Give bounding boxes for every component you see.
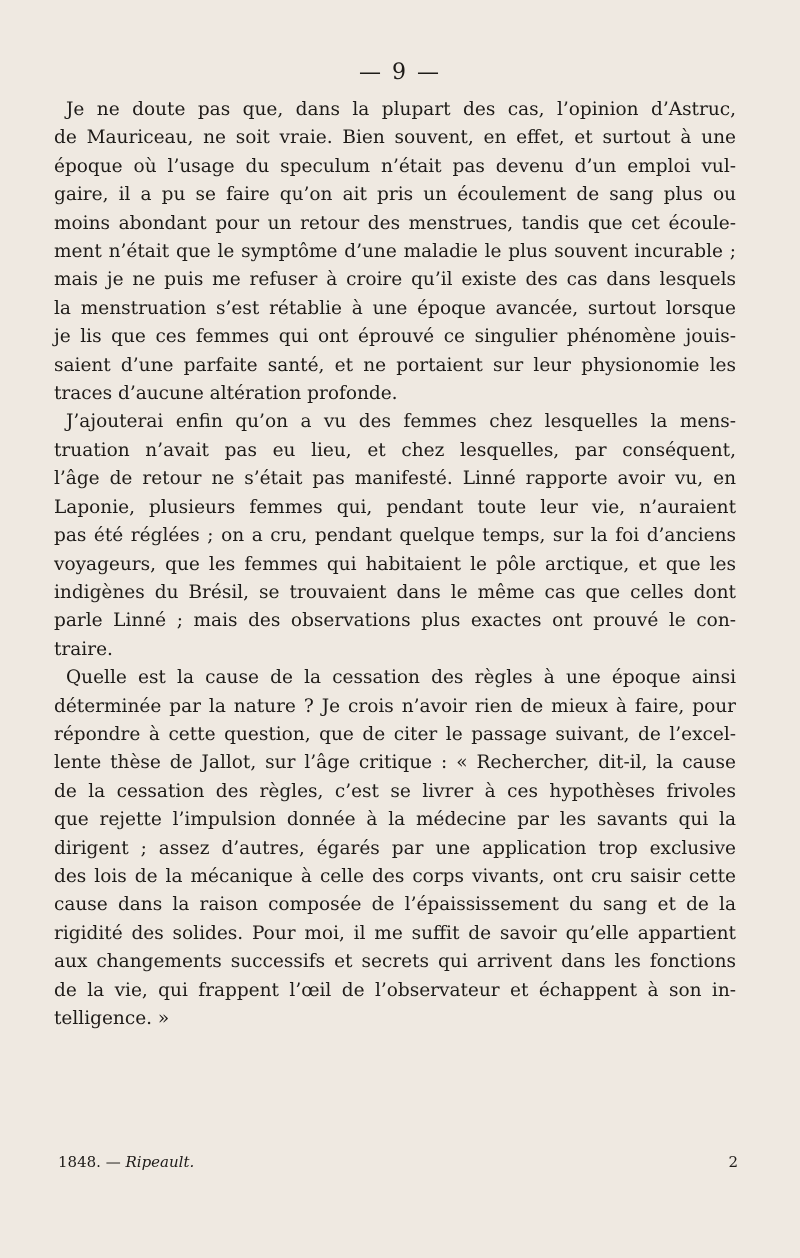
- page-number-header: — 9 —: [359, 60, 441, 85]
- text-line: l’âge de retour ne s’était pas manifesté. Linné rapporte avoir vu, en: [54, 468, 736, 490]
- text-line: traire.: [54, 638, 113, 660]
- text-line: je lis que ces femmes qui ont éprouvé ce singulier phénomène jouis-: [54, 326, 736, 348]
- text-line: répondre à cette question, que de citer le passage suivant, de l’excel-: [54, 723, 736, 745]
- footer-imprint: [58, 1150, 194, 1174]
- text-line: lente thèse de Jallot, sur l’âge critique : « Rechercher, dit-il, la cause: [54, 752, 736, 774]
- text-line: ment n’était que le symptôme d’une maladie le plus souvent incurable ;: [54, 241, 736, 263]
- text-line: indigènes du Brésil, se trouvaient dans le même cas que celles dont: [54, 581, 736, 603]
- paragraph-1: [54, 96, 736, 408]
- body-text: [54, 96, 736, 1033]
- text-line: Quelle est la cause de la cessation des règles à une époque ainsi: [66, 667, 736, 689]
- text-line: de la vie, qui frappent l’œil de l’observateur et échappent à son in-: [54, 979, 736, 1001]
- text-line: voyageurs, que les femmes qui habitaient le pôle arctique, et que les: [54, 553, 736, 575]
- text-line: époque où l’usage du speculum n’était pas devenu d’un emploi vul-: [54, 155, 736, 177]
- footer-year: 1848. —: [58, 1153, 126, 1171]
- text-line: rigidité des solides. Pour moi, il me suffit de savoir qu’elle appartient: [54, 922, 736, 944]
- text-line: telligence. »: [54, 1008, 170, 1029]
- text-line: dirigent ; assez d’autres, égarés par une application trop exclusive: [54, 837, 736, 859]
- signature-mark: 2: [728, 1153, 738, 1171]
- text-line: déterminée par la nature ? Je crois n’avoir rien de mieux à faire, pour: [54, 695, 736, 717]
- text-line: cause dans la raison composée de l’épaississement du sang et de la: [54, 894, 736, 916]
- text-line: pas été réglées ; on a cru, pendant quelque temps, sur la foi d’anciens: [54, 525, 736, 547]
- text-line: Laponie, plusieurs femmes qui, pendant toute leur vie, n’auraient: [54, 496, 736, 518]
- text-line: gaire, il a pu se faire qu’on ait pris un écoulement de sang plus ou: [54, 184, 736, 206]
- text-line: aux changements successifs et secrets qui arrivent dans les fonctions: [54, 951, 736, 973]
- text-line: parle Linné ; mais des observations plus exactes ont prouvé le con-: [54, 610, 736, 632]
- text-line: que rejette l’impulsion donnée à la médecine par les savants qui la: [54, 809, 736, 831]
- text-line: traces d’aucune altération profonde.: [54, 383, 398, 405]
- paragraph-2: [54, 408, 736, 664]
- footer-author: Ripeault.: [125, 1153, 195, 1171]
- text-line: saient d’une parfaite santé, et ne portaient sur leur physionomie les: [54, 354, 736, 376]
- text-line: de la cessation des règles, c’est se livrer à ces hypothèses frivoles: [54, 780, 736, 802]
- text-line: mais je ne puis me refuser à croire qu’il existe des cas dans lesquels: [54, 269, 736, 291]
- text-line: moins abondant pour un retour des menstrues, tandis que cet écoule-: [54, 212, 736, 234]
- text-line: J’ajouterai enfin qu’on a vu des femmes chez lesquelles la mens-: [66, 411, 736, 433]
- text-line: Je ne doute pas que, dans la plupart des cas, l’opinion d’Astruc,: [66, 99, 736, 120]
- text-line: la menstruation s’est rétablie à une époque avancée, surtout lorsque: [54, 297, 736, 319]
- paragraph-3: [54, 664, 736, 1033]
- text-line: truation n’avait pas eu lieu, et chez lesquelles, par conséquent,: [54, 439, 736, 461]
- text-line: des lois de la mécanique à celle des corps vivants, ont cru saisir cette: [54, 865, 736, 887]
- text-line: de Mauriceau, ne soit vraie. Bien souvent, en effet, et surtout à une: [54, 127, 736, 149]
